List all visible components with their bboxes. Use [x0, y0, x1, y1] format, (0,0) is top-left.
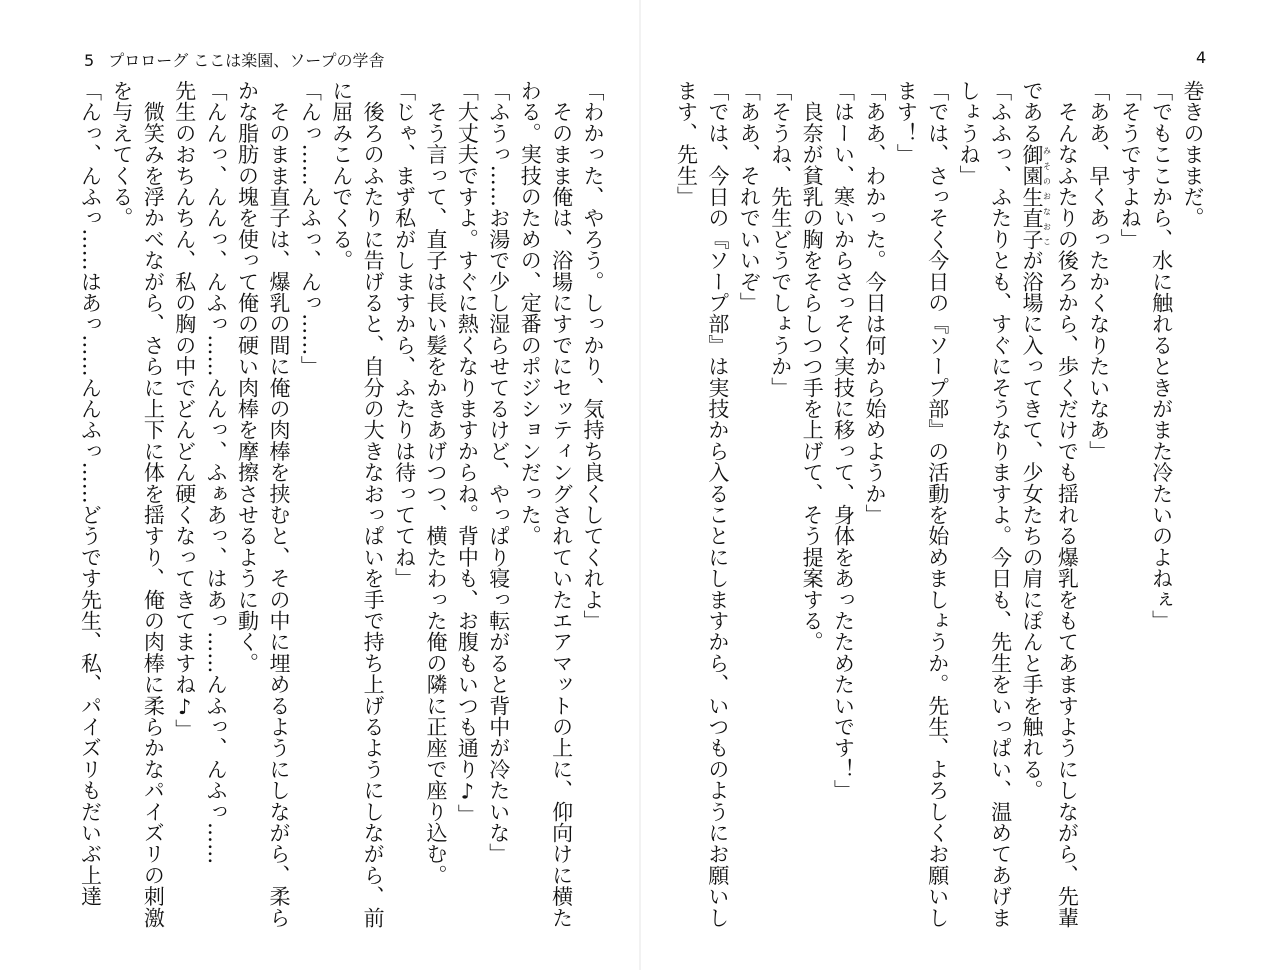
text-line: そのまま直子は、爆乳の間に俺の肉棒を挟むと、その中に埋めるようにしながら、柔ら	[266, 80, 291, 928]
text-line: を与えてくる。	[109, 80, 134, 229]
text-segment: が浴場に入ってきて、少女たちの肩にぽんと手を触れる。	[1019, 249, 1044, 801]
left-page-number: 5	[84, 51, 95, 70]
text-line: 「じゃ、まず私がしますから、ふたりは待っててね」	[392, 80, 417, 589]
text-line: 「はーい、寒いからさっそく実技に移って、身体をあったためたいです！」	[831, 80, 856, 801]
text-line: 「大丈夫ですよ。すぐに熱くなりますからね。背中も、お腹もいつも通り♪」	[455, 80, 480, 825]
text-line: そんなふたりの後ろから、歩くだけでも揺れる爆乳をもてあますようにしながら、先輩	[1055, 80, 1080, 928]
text-line: 巻きのままだ。	[1181, 80, 1205, 229]
text-line: 「でもここから、水に触れるときがまた冷たいのよねぇ」	[1149, 80, 1174, 632]
text-line: 「んんっ、んんっ、んふっ……んんっ、ふぁあっ、はあっ……んふっ、んふっ……	[204, 80, 229, 865]
text-line: しょうね」	[957, 80, 982, 186]
text-line: ます、先生」	[674, 80, 699, 208]
running-title: プロローグ ここは楽園、ソープの学舎	[108, 51, 385, 70]
text-line: 「ああ、わかった。今日は何から始めようか」	[862, 80, 887, 526]
text-line: に屈みこんでくる。	[329, 80, 354, 271]
spread-gutter	[639, 0, 641, 970]
right-page-number: 4	[1196, 48, 1207, 67]
text-line: 「では、さっそく今日の『ソープ部』の活動を始めましょうか。先生、よろしくお願いし	[925, 80, 950, 928]
text-line: わる。実技のための、定番のポジションだった。	[518, 80, 543, 547]
text-line	[1016, 80, 1051, 925]
text-line: そう言って、直子は長い髪をかきあげつつ、横たわった俺の隣に正座で座り込む。	[423, 80, 448, 886]
text-line: 良奈が貧乳の胸をそらしつつ手を上げて、そう提案する。	[800, 80, 825, 653]
text-line: ます！」	[894, 80, 919, 165]
text-line: 「ああ、それでいいぞ」	[737, 80, 762, 314]
text-line: 後ろのふたりに告げると、自分の大きなおっぱいを手で持ち上げるようにしながら、前	[361, 80, 386, 928]
ruby-name	[1019, 143, 1052, 250]
text-line: そのまま俺は、浴場にすでにセッティングされていたエアマットの上に、仰向けに横た	[549, 80, 574, 928]
text-line: 「では、今日の『ソープ部』は実技から入ることにしますから、いつものようにお願いし	[705, 80, 730, 928]
right-page-body	[674, 80, 1208, 928]
text-segment: である	[1019, 80, 1044, 144]
text-line: 「わかった、やろう。しっかり、気持ち良くしてくれよ」	[581, 80, 605, 632]
text-line: 「そうですよね」	[1118, 80, 1143, 250]
text-line: 「んっ……んふっ、んっ……」	[298, 80, 323, 377]
text-line: 先生のおちんちん、私の胸の中でどんどん硬くなってきてますね♪」	[172, 80, 197, 741]
text-line: 「そうね、先生どうでしょうか」	[768, 80, 793, 398]
text-line: 「ふふっ、ふたりとも、すぐにそうなりますよ。今日も、先生をいっぱい、温めてあげま	[988, 80, 1013, 928]
ruby-reading: みそのおなおこ	[1042, 143, 1052, 250]
left-page-header	[84, 48, 384, 71]
left-page-body	[78, 80, 608, 928]
text-line: かな脂肪の塊を使って俺の硬い肉棒を摩擦させるように動く。	[235, 80, 260, 674]
text-line: 「んっ、んふっ……はあっ……んんふっ……どうです先生、私、パイズリもだいぶ上達	[78, 80, 103, 907]
text-line: 「ふうっ……お湯で少し湿らせてるけど、やっぱり寝っ転がると背中が冷たいな」	[486, 80, 511, 865]
text-line: 微笑みを浮かべながら、さらに上下に体を揺すり、俺の肉棒に柔らかなパイズリの刺激	[141, 80, 166, 928]
ruby-base: 御園生直子	[1019, 143, 1044, 250]
text-line: 「ああ、早くあったかくなりたいなあ」	[1086, 80, 1111, 462]
